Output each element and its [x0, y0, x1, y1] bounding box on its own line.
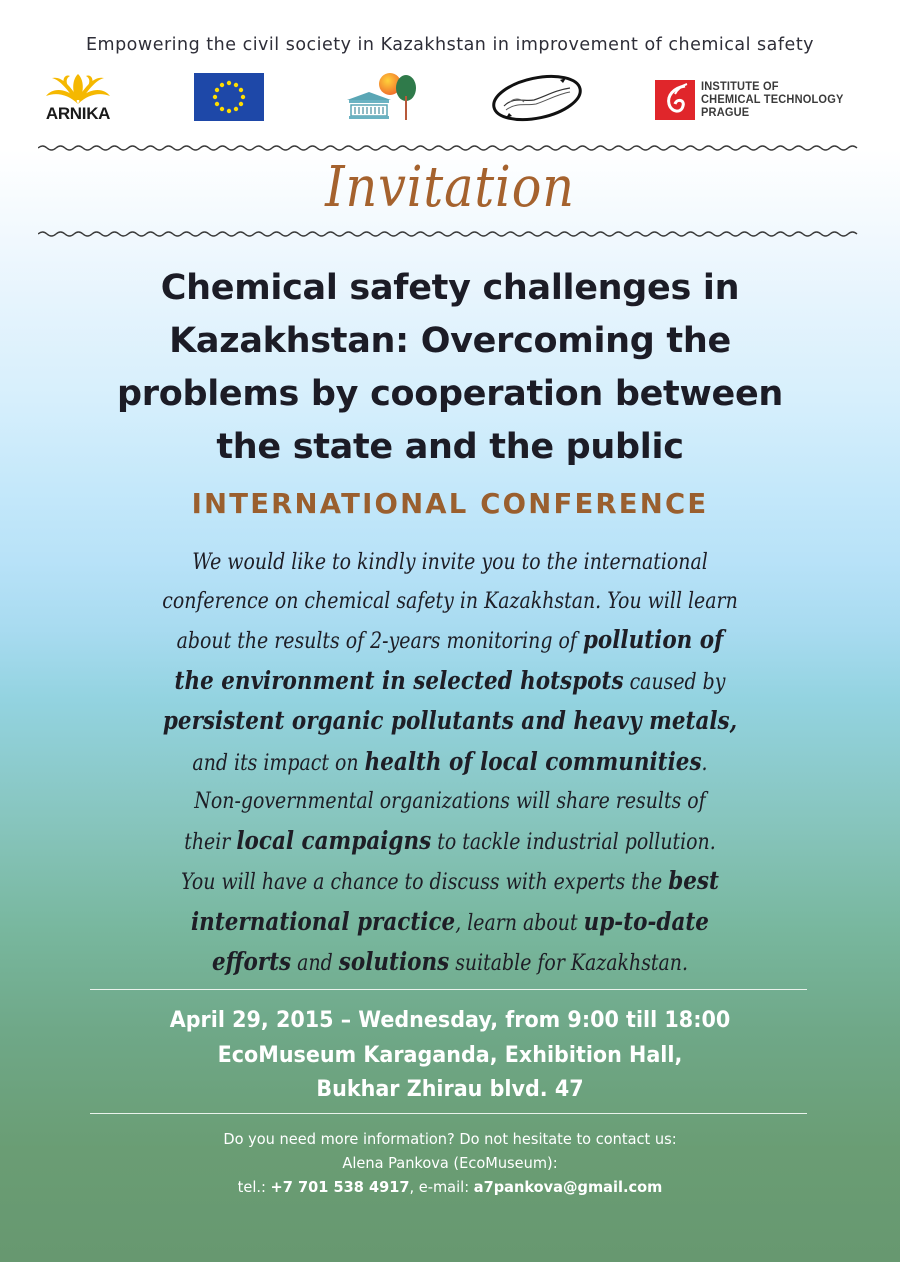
contact-phone[interactable]: +7 701 538 4917	[270, 1178, 410, 1196]
eu-flag-logo	[194, 73, 264, 121]
emphasis-text: solutions	[338, 947, 450, 976]
body-text-segment: .	[701, 750, 708, 776]
event-address: Bukhar Zhirau blvd. 47	[316, 1077, 584, 1102]
arnika-flower-icon	[38, 72, 118, 106]
body-text-segment: to tackle industrial pollution.	[431, 829, 716, 855]
title-line: Chemical safety challenges in	[160, 268, 740, 308]
body-text-segment: their	[184, 829, 237, 855]
emphasis-text: efforts	[211, 947, 292, 976]
body-line	[63, 783, 837, 822]
conference-title	[0, 262, 900, 474]
body-line	[63, 662, 837, 703]
body-line	[63, 583, 837, 622]
ecomuseum-logo	[345, 70, 420, 122]
contact-email-link[interactable]: a7pankova@gmail.com	[473, 1178, 663, 1196]
divider-line-bottom	[90, 1113, 807, 1114]
handshake-emblem-logo	[490, 72, 585, 124]
invitation-body	[0, 544, 900, 984]
title-line: Kazakhstan: Overcoming the	[169, 321, 731, 361]
contact-prompt: Do you need more information? Do not hesitate to contact us:	[223, 1130, 677, 1148]
contact-info	[0, 1127, 900, 1199]
body-text-segment: conference on chemical safety in Kazakhstan. You will learn	[162, 588, 738, 614]
title-line: the state and the public	[216, 427, 684, 467]
body-line	[63, 862, 837, 903]
body-text-segment: and its impact on	[192, 750, 365, 776]
body-text-segment: about the results of 2-years monitoring of	[176, 629, 583, 654]
conference-subtitle: INTERNATIONAL CONFERENCE	[191, 488, 709, 520]
body-line	[63, 544, 837, 583]
body-line	[63, 621, 837, 662]
body-text-segment: caused by	[623, 669, 726, 695]
body-text-segment: suitable for Kazakhstan.	[449, 951, 688, 976]
wavy-divider-bottom	[38, 230, 860, 238]
body-text-segment: and	[291, 951, 339, 976]
emphasis-text: best	[668, 866, 719, 895]
eu-stars-icon	[194, 73, 264, 121]
handshake-oval-icon	[490, 72, 585, 124]
body-line	[63, 702, 837, 743]
header-tagline: Empowering the civil society in Kazakhstan in improvement of chemical safety	[85, 35, 815, 55]
body-text-segment: Non-governmental organizations will share results of	[194, 789, 706, 814]
emphasis-text: international practice	[191, 906, 456, 936]
divider-line-top	[90, 989, 807, 990]
ict-flask-icon	[655, 80, 695, 120]
event-date-time: April 29, 2015 – Wednesday, from 9:00 till 18:00	[169, 1008, 731, 1033]
body-line	[63, 943, 837, 984]
invitation-heading: Invitation	[325, 155, 575, 220]
body-text-segment: You will have a chance to discuss with experts the	[181, 870, 669, 895]
event-venue: EcoMuseum Karaganda, Exhibition Hall,	[217, 1042, 683, 1068]
ict-logo-text: INSTITUTE OF CHEMICAL TECHNOLOGY PRAGUE	[701, 79, 844, 119]
body-line	[63, 822, 837, 863]
body-line	[63, 743, 837, 784]
ict-prague-logo	[655, 78, 865, 124]
ecomuseum-building-tree-icon	[345, 70, 420, 122]
body-text-segment: , learn about	[455, 910, 584, 936]
emphasis-text: pollution of	[582, 625, 724, 654]
body-line	[63, 903, 837, 944]
contact-person: Alena Pankova (EcoMuseum):	[342, 1154, 558, 1172]
event-details	[0, 1004, 900, 1108]
emphasis-text: the environment in selected hotspots	[174, 665, 624, 695]
arnika-logo	[38, 72, 118, 124]
title-line: problems by cooperation between	[116, 374, 784, 414]
emphasis-text: health of local communities	[364, 746, 702, 776]
body-text-segment: We would like to kindly invite you to the international	[192, 550, 708, 575]
contact-line: tel.: +7 701 538 4917, e-mail: a7pankova@gmail.com	[237, 1178, 663, 1196]
arnika-logo-text: ARNIKA	[45, 104, 111, 123]
emphasis-text: up-to-date	[583, 906, 709, 936]
emphasis-text: persistent organic pollutants and heavy metals,	[162, 706, 738, 735]
emphasis-text: local campaigns	[236, 825, 432, 855]
